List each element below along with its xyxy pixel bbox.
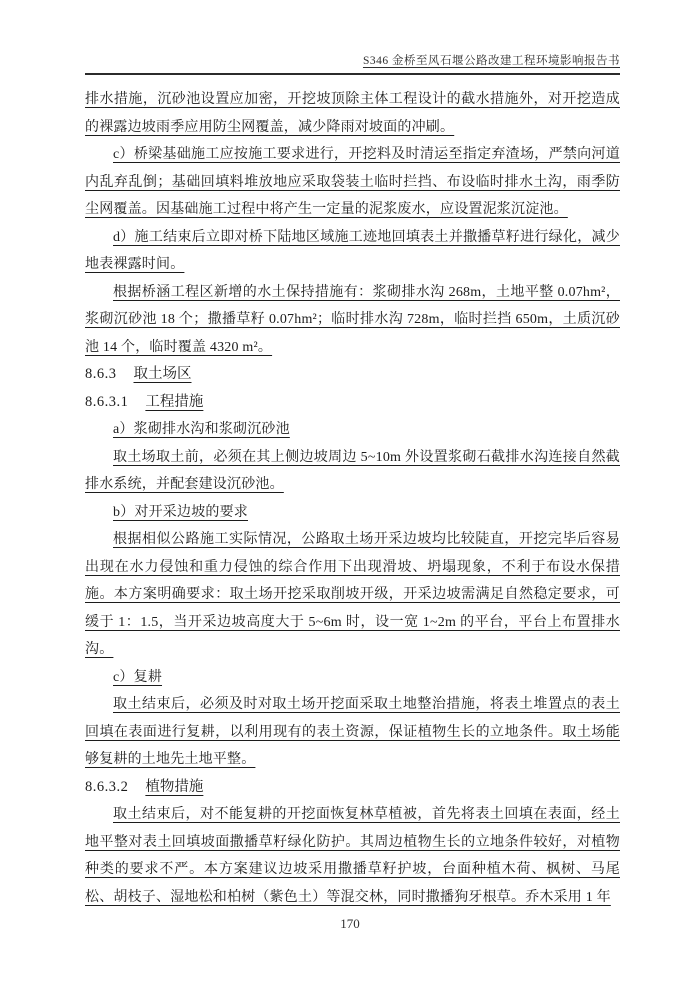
section-heading-8-6-3-2 [85,774,620,802]
section-title-vegetation-measures: 植物措施 [145,778,204,795]
para-item-b-excavation-slope-requirements: b）对开采边坡的要求 [113,504,248,520]
para-drainage-measures-continued: 排水措施，沉砂池设置应加密，开挖坡顶除主体工程设计的截水措施外，对开挖造成的裸露边坡雨季应用防尘网覆盖，减少降雨对坡面的冲刷。 [85,92,620,135]
page-number: 170 [340,916,360,931]
para-recultivation-detail: 取土结束后，必须及时对取土场开挖面采取土地整治措施，将表土堆置点的表土回填在表面进行复耕，以利用现有的表土资源，保证植物生长的立地条件。取土场能够复耕的土地先土地平整。 [85,697,620,767]
para-item-c-recultivation: c）复耕 [113,669,163,685]
para-item-c-bridge-foundation: c）桥梁基础施工应按施工要求进行，开挖料及时清运至指定弃渣场，严禁向河道内乱弃乱倒；基础回填料堆放地应采取袋装土临时拦挡、布设临时排水土沟，雨季防尘网覆盖。因基础施工过程中将产生一定量的泥浆废水，应设置泥浆沉淀池。 [85,147,620,217]
section-title-engineering-measures: 工程措施 [145,393,204,410]
para-item-a-masonry-drainage-ditch: a）浆砌排水沟和浆砌沉砂池 [113,422,290,437]
para-borrow-pit-pre-excavation-drainage: 取土场取土前，必须在其上侧边坡周边 5~10m 外设置浆砌石截排水沟连接自然截排水系统，并配套建设沉砂池。 [85,449,620,492]
para-bridge-culvert-soil-conservation-summary: 根据桥涵工程区新增的水土保持措施有：浆砌排水沟 268m，土地平整 0.07hm²，浆砌沉砂池 18 个；撒播草籽 0.07hm²；临时排水沟 728m，临时拦挡 650m，土质沉砂池 14 个，临时覆盖 4320 m²。 [85,284,620,355]
report-title: S346 金桥至风石堰公路改建工程环境影响报告书 [362,55,620,67]
section-heading-8-6-3-1 [85,389,620,417]
page-body [85,86,620,911]
section-heading-8-6-3 [85,361,620,389]
para-slope-stability-requirements-detail: 根据相似公路施工实际情况，公路取土场开采边坡均比较陡直，开挖完毕后容易出现在水力侵蚀和重力侵蚀的综合作用下出现滑坡、坍塌现象，不利于布设水保措施。本方案明确要求：取土场开挖采取削坡开级，开采边坡需满足自然稳定要求，可缓于 1：1.5，当开采边坡高度大于 5~6m 时，设一宽 1~2m 的平台，平台上布置排水沟。 [85,532,620,657]
para-item-d-post-construction-greening: d）施工结束后立即对桥下陆地区域施工迹地回填表土并撒播草籽进行绿化，减少地表裸露时间。 [85,229,620,272]
page-header [85,52,620,75]
section-number-8-6-3: 8.6.3 [85,366,117,382]
section-number-8-6-3-1: 8.6.3.1 [85,393,129,410]
section-number-8-6-3-2: 8.6.3.2 [85,778,129,795]
para-vegetation-restoration-detail: 取土结束后，对不能复耕的开挖面恢复林草植被，首先将表土回填在表面，经土地平整对表土回填坡面撒播草籽绿化防护。其周边植物生长的立地条件较好，对植物种类的要求不严。本方案建议边坡采用撒播草籽护坡，台面种植木荷、枫树、马尾松、胡枝子、湿地松和柏树（紫色土）等混交林，同时撒播狗牙根草。乔木采用 1 年 [85,807,620,905]
page-footer [0,916,700,932]
section-title-borrow-pit-area: 取土场区 [133,366,192,382]
